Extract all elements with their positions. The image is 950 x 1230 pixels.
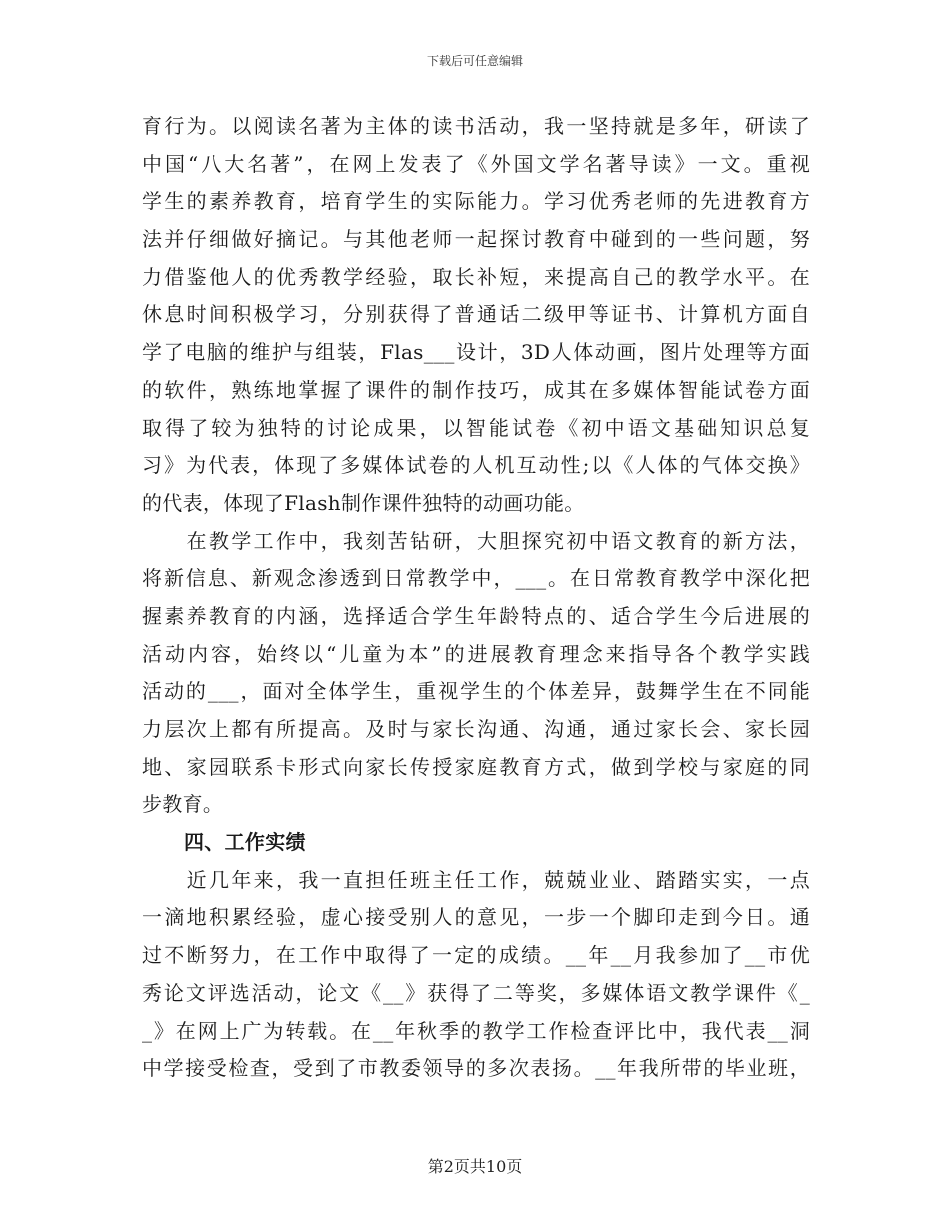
- body-line: 过不断努力，在工作中取得了一定的成绩。__年__月我参加了__市优: [142, 943, 810, 968]
- body-line: 活动的___，面对全体学生，重视学生的个体差异，鼓舞学生在不同能: [142, 679, 810, 704]
- body-line: 地、家园联系卡形式向家长传授家庭教育方式，做到学校与家庭的同: [142, 754, 810, 779]
- page-header: 下载后可任意编辑: [426, 54, 523, 68]
- body-line: 秀论文评选活动，论文《__》获得了二等奖，多媒体语文教学课件《_: [142, 980, 810, 1005]
- body-line: 力层次上都有所提高。及时与家长沟通、沟通，通过家长会、家长园: [142, 717, 810, 741]
- body-line: 学了电脑的维护与组装，Flas___设计，3D人体动画，图片处理等方面: [142, 340, 810, 365]
- body-line: 习》为代表，体现了多媒体试卷的人机互动性;以《人体的气体交换》: [142, 453, 810, 478]
- body-line: 近几年来，我一直担任班主任工作，兢兢业业、踏踏实实，一点: [142, 867, 810, 892]
- page-number: 第2页共10页: [427, 1157, 523, 1176]
- body-line: 步教育。: [142, 792, 224, 817]
- body-line: 的软件，熟练地掌握了课件的制作技巧，成其在多媒体智能试卷方面: [142, 377, 810, 402]
- body-line: 力借鉴他人的优秀教学经验，取长补短，来提高自己的教学水平。在: [142, 264, 810, 289]
- section-heading: 四、工作实绩: [184, 830, 306, 855]
- body-line: 休息时间积极学习，分别获得了普通话二级甲等证书、计算机方面自: [142, 302, 810, 327]
- body-line: 中国“八大名著”，在网上发表了《外国文学名著导读》一文。重视: [142, 151, 810, 176]
- body-line: 一滴地积累经验，虚心接受别人的意见，一步一个脚印走到今日。通: [142, 905, 810, 930]
- document-body: [142, 108, 810, 1088]
- body-line: 法并仔细做好摘记。与其他老师一起探讨教育中碰到的一些问题，努: [142, 227, 810, 252]
- body-line: 在教学工作中，我刻苦钻研，大胆探究初中语文教育的新方法，: [142, 528, 810, 553]
- body-line: 握素养教育的内涵，选择适合学生年龄特点的、适合学生今后进展的: [142, 603, 810, 628]
- body-line: 活动内容，始终以“儿童为本”的进展教育理念来指导各个教学实践: [142, 641, 810, 666]
- body-line: 学生的素养教育，培育学生的实际能力。学习优秀老师的先进教育方: [142, 189, 810, 214]
- body-line: 将新信息、新观念渗透到日常教学中，___。在日常教育教学中深化把: [142, 566, 810, 591]
- body-line: 取得了较为独特的讨论成果，以智能试卷《初中语文基础知识总复: [142, 415, 810, 440]
- body-line: 的代表，体现了Flash制作课件独特的动画功能。: [142, 490, 585, 515]
- body-line: 育行为。以阅读名著为主体的读书活动，我一坚持就是多年，研读了: [142, 114, 810, 138]
- body-line: 中学接受检查，受到了市教委领导的多次表扬。__年我所带的毕业班，: [142, 1056, 810, 1081]
- body-line: _》在网上广为转载。在__年秋季的教学工作检查评比中，我代表__洞: [142, 1018, 810, 1043]
